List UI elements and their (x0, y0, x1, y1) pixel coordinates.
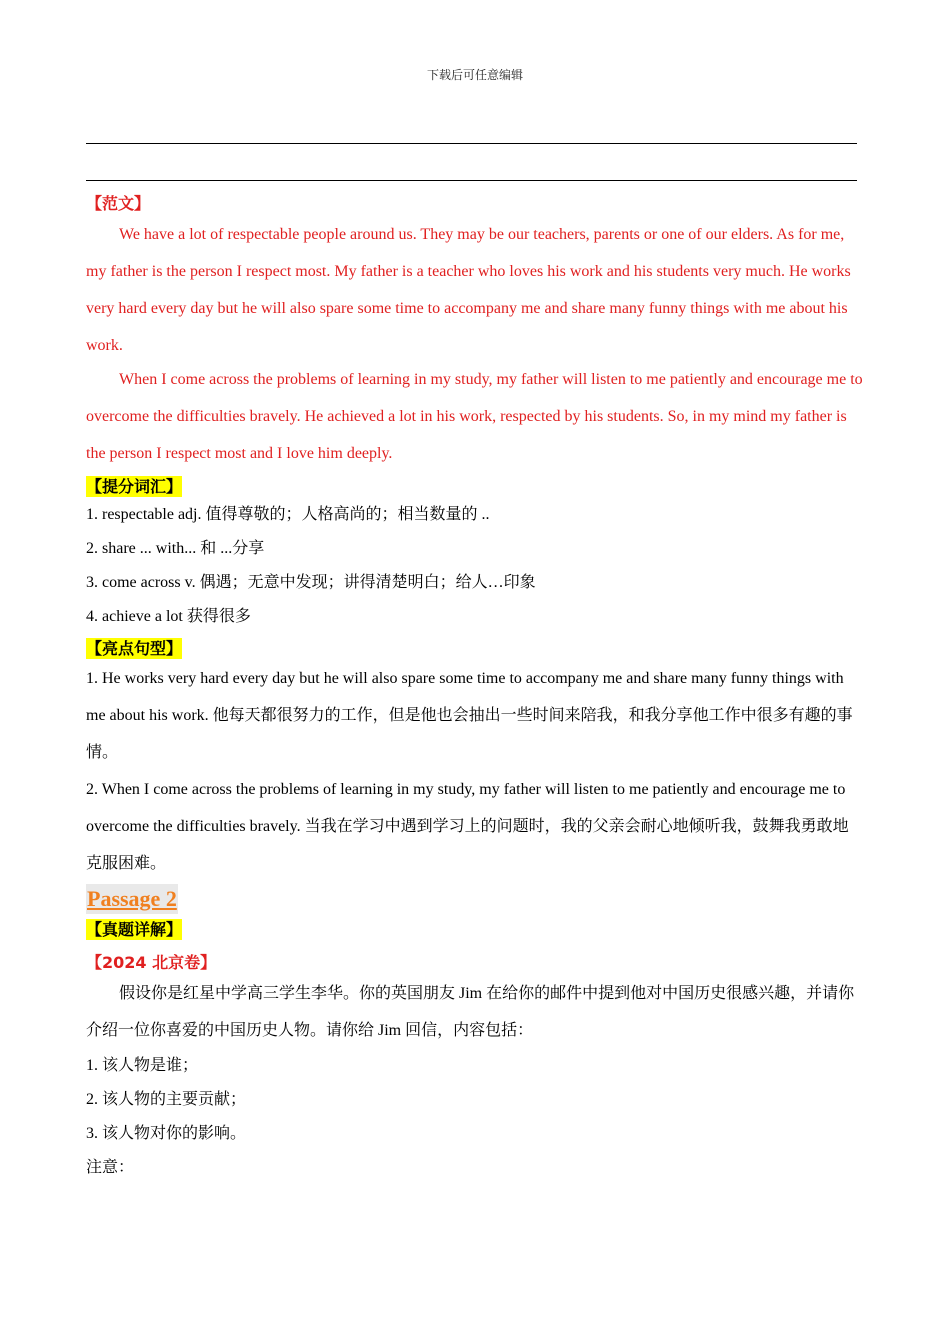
exam-source-label: 【2024 北京卷】 (86, 953, 217, 972)
vocabulary-item: 1. respectable adj. 值得尊敬的；人格高尚的；相当数量的 .. (86, 506, 490, 523)
sentence-item: 2. When I come across the problems of learning in my study, my father will listen to me patiently and encourage me to overcome the difficulties bravely. 当我在学习中遇到学习上的问题时，我的父亲会耐心地倾听我，鼓舞我勇敢地克服困难。 (86, 781, 849, 872)
requirement-item: 1. 该人物是谁； (86, 1057, 199, 1074)
model-essay-paragraph-1: We have a lot of respectable people around us. They may be our teachers, parents or one of our elders. As for me, my father is the person I respect most. My father is a teacher who loves his work and his students very much. He works very hard every day but he will also spare some time to accompany me and share many funny things with me about his work. (86, 226, 851, 354)
vocabulary-item: 2. share ... with... 和 ...分享 (86, 540, 265, 557)
vocabulary-item: 3. come across v. 偶遇；无意中发现；讲得清楚明白；给人…印象 (86, 574, 536, 591)
requirement-item: 3. 该人物对你的影响。 (86, 1125, 247, 1142)
passage-2-heading: Passage 2 (86, 884, 178, 914)
document-body (86, 193, 864, 1185)
page-header-note: 下载后可任意编辑 (426, 68, 523, 82)
exam-prompt: 假设你是红星中学高三学生李华。你的英国朋友 Jim 在给你的邮件中提到他对中国历史很感兴趣，并请你介绍一位你喜爱的中国历史人物。请你给 Jim 回信，内容包括： (86, 985, 855, 1039)
note-label: 注意： (86, 1159, 135, 1176)
vocabulary-label: 【提分词汇】 (86, 477, 183, 496)
model-essay-label: 【范文】 (86, 194, 151, 213)
sentence-item: 1. He works very hard every day but he will also spare some time to accompany me and share many funny things with me about his work. 他每天都很努力的工作，但是他也会抽出一些时间来陪我，和我分享他工作中很多有趣的事情。 (86, 670, 853, 761)
sentences-label: 【亮点句型】 (86, 639, 183, 658)
exam-analysis-label: 【真题详解】 (86, 920, 183, 939)
answer-line-2 (86, 180, 857, 181)
requirement-item: 2. 该人物的主要贡献； (86, 1091, 247, 1108)
model-essay-paragraph-2: When I come across the problems of learning in my study, my father will listen to me patiently and encourage me to overcome the difficulties bravely. He achieved a lot in his work, respected by his students. So, in my mind my father is the person I respect most and I love him deeply. (86, 371, 863, 462)
vocabulary-item: 4. achieve a lot 获得很多 (86, 608, 251, 625)
answer-line-1 (86, 143, 857, 144)
